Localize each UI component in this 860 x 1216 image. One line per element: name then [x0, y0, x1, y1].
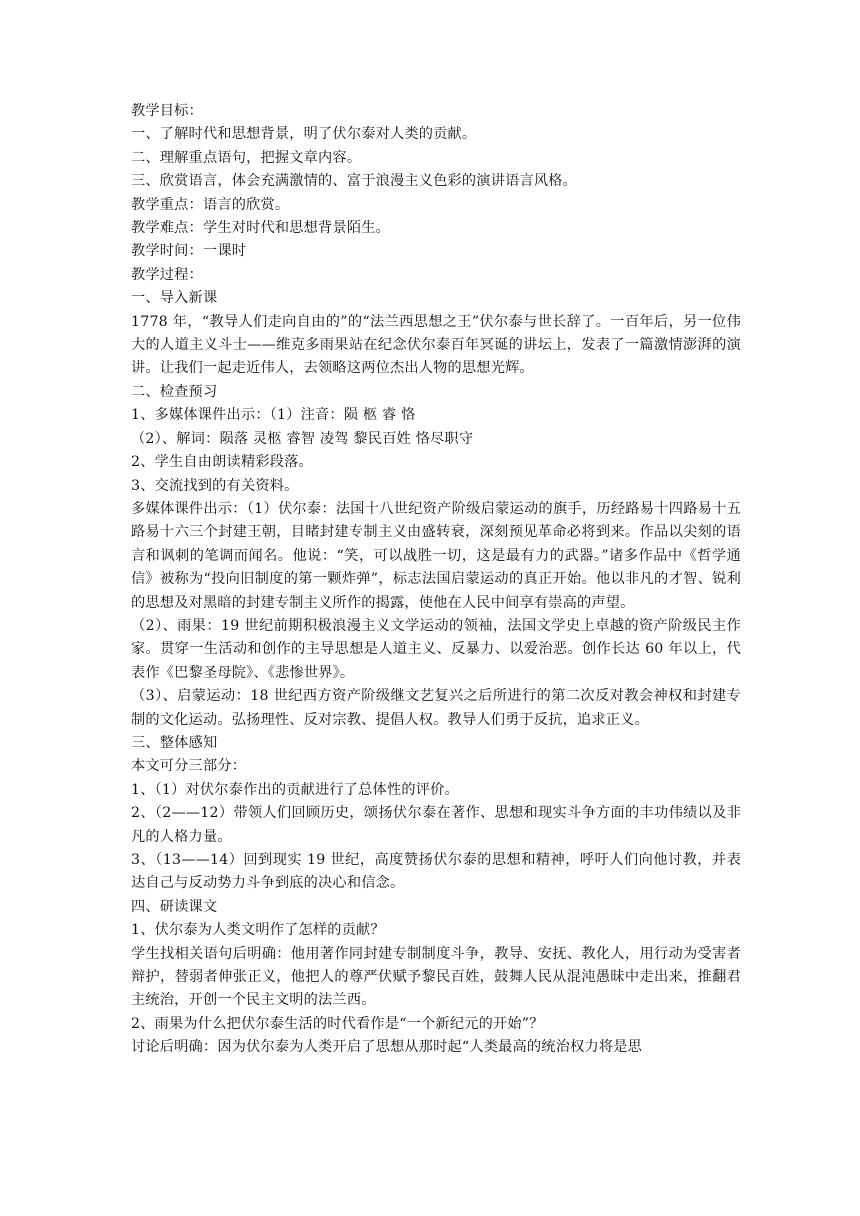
overview-part-2: 2、（2——12）带领人们回顾历史，颂扬伏尔泰在著作、思想和现实斗争方面的丰功伟绩以及非凡的人格力量。 — [131, 805, 741, 845]
preview-item-1b: （2）、解词：陨落 灵柩 睿智 凌驾 黎民百姓 恪尽职守 — [131, 430, 474, 447]
preview-item-1: 1、多媒体课件出示：（1）注音：陨 柩 睿 恪 — [131, 407, 416, 424]
hugo-paragraph: （2）、雨果：19 世纪前期积极浪漫主义文学运动的领袖，法国文学史上卓越的资产阶级民主作家。贯穿一生活动和创作的主导思想是人道主义、反暴力、以爱治恶。创作长达 60 年以上，代表作《巴黎圣母院》、《悲惨世界》。 — [131, 617, 741, 681]
overview-part-3: 3、（13——14）回到现实 19 世纪，高度赞扬伏尔泰的思想和精神，呼吁人们向他讨教，并表达自己与反动势力斗争到底的决心和信念。 — [131, 852, 741, 892]
section-intro-heading: 一、导入新课 — [131, 290, 218, 307]
question-2: 2、雨果为什么把伏尔泰生活的时代看作是“一个新纪元的开始”？ — [131, 1015, 544, 1032]
enlightenment-paragraph: （3）、启蒙运动：18 世纪西方资产阶级继文艺复兴之后所进行的第二次反对教会神权和封建专制的文化运动。弘扬理性、反对宗教、提倡人权。教导人们勇于反抗，追求正义。 — [131, 688, 741, 728]
section-preview-heading: 二、检查预习 — [131, 383, 218, 400]
answer-1: 学生找相关语句后明确：他用著作同封建专制制度斗争，教导、安抚、教化人，用行动为受害者辩护，替弱者伸张正义，他把人的尊严伏赋予黎民百姓，鼓舞人民从混沌愚昧中走出来，推翻君主统治，开创一个民主文明的法兰西。 — [131, 945, 741, 1009]
section-study-heading: 四、研读课文 — [131, 898, 218, 915]
key-point: 教学重点：语言的欣赏。 — [131, 196, 290, 213]
question-1: 1、伏尔泰为人类文明作了怎样的贡献？ — [131, 922, 385, 939]
objective-3: 三、欣赏语言，体会充满激情的、富于浪漫主义色彩的演讲语言风格。 — [131, 173, 578, 190]
voltaire-paragraph: 多媒体课件出示：（1）伏尔泰：法国十八世纪资产阶级启蒙运动的旗手，历经路易十四路易十五路易十六三个封建王朝，目睹封建专制主义由盛转衰，深刻预见革命必将到来。作品以尖刻的语言和讽刺的笔调而闻名。他说：“笑，可以战胜一切，这是最有力的武器。”诸多作品中《哲学通信》被称为“投向旧制度的第一颗炸弹”，标志法国启蒙运动的真正开始。他以非凡的才智、锐利的思想及对黑暗的封建专制主义所作的揭露，使他在人民中间享有崇高的声望。 — [131, 500, 741, 611]
objective-1: 一、了解时代和思想背景，明了伏尔泰对人类的贡献。 — [131, 126, 477, 143]
intro-paragraph: 1778 年，“教导人们走向自由的”的“法兰西思想之王”伏尔泰与世长辞了。一百年后，另一位伟大的人道主义斗士——维克多雨果站在纪念伏尔泰百年冥诞的讲坛上，发表了一篇激情澎湃的演讲。让我们一起走近伟人，去领略这两位杰出人物的思想光辉。 — [131, 313, 741, 377]
preview-item-3: 3、交流找到的有关资料。 — [131, 477, 299, 494]
teaching-time: 教学时间：一课时 — [131, 243, 247, 260]
overview-intro: 本文可分三部分： — [131, 758, 247, 775]
section-overview-heading: 三、整体感知 — [131, 734, 218, 751]
heading-process: 教学过程： — [131, 266, 203, 283]
heading-objectives: 教学目标： — [131, 103, 203, 119]
objective-2: 二、理解重点语句，把握文章内容。 — [131, 149, 362, 166]
answer-2: 讨论后明确：因为伏尔泰为人类开启了思想从那时起“人类最高的统治权力将是思 — [131, 1039, 643, 1056]
preview-item-2: 2、学生自由朗读精彩段落。 — [131, 454, 313, 471]
difficulty: 教学难点：学生对时代和思想背景陌生。 — [131, 220, 390, 237]
overview-part-1: 1、（1）对伏尔泰作出的贡献进行了总体性的评价。 — [131, 781, 459, 798]
document-page — [131, 100, 741, 1060]
